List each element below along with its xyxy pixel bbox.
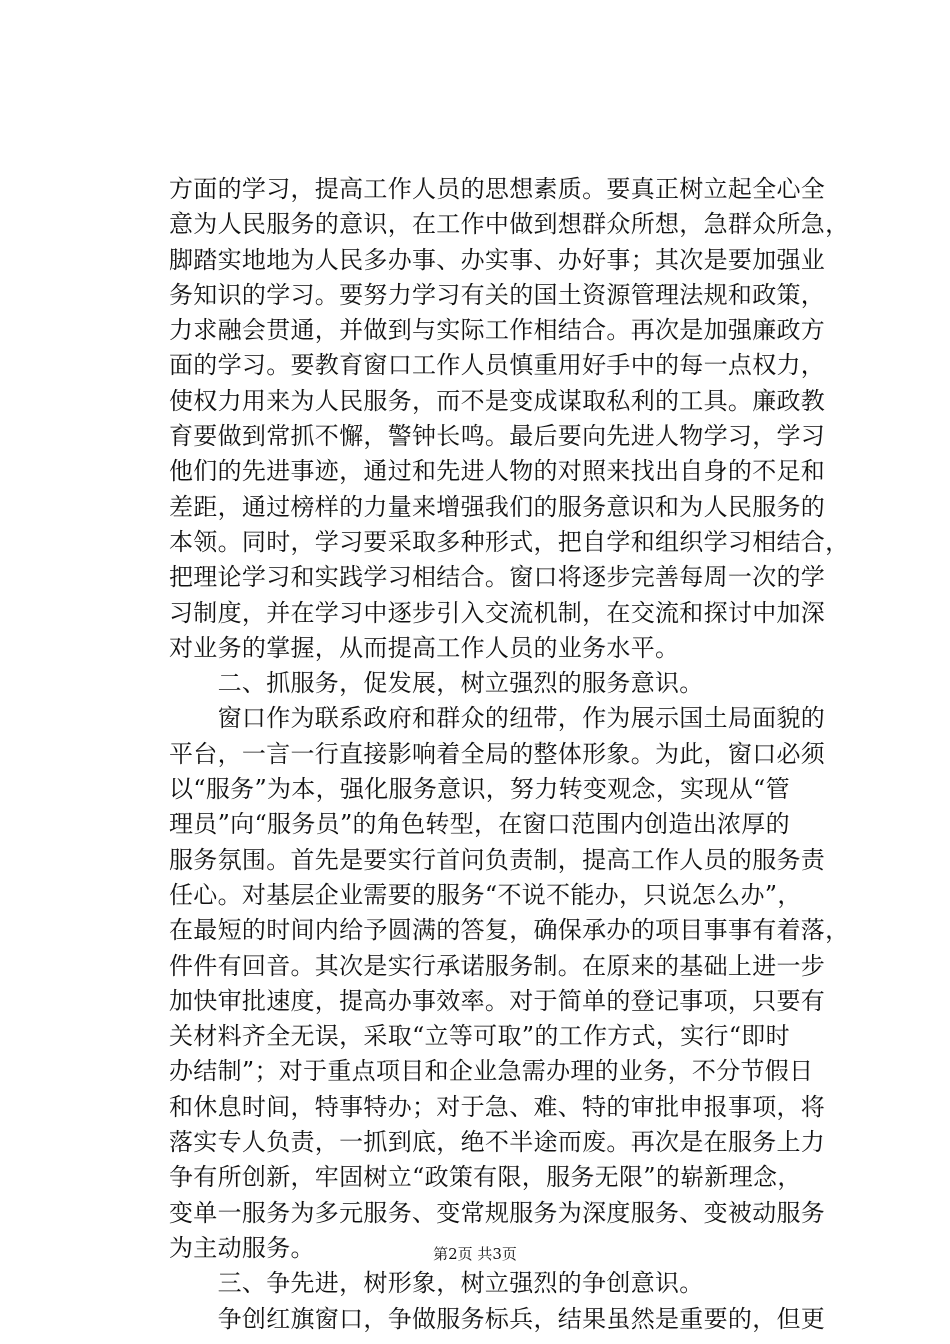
text-line: 把理论学习和实践学习相结合。窗口将逐步完善每周一次的学 [169, 563, 826, 592]
text-line: 窗口作为联系政府和群众的纽带，作为展示国土局面貌的 [169, 704, 826, 733]
text-line: 力求融会贯通，并做到与实际工作相结合。再次是加强廉政方 [169, 316, 826, 345]
text-line: 三、争先进，树形象，树立强烈的争创意识。 [169, 1269, 704, 1298]
text-line: 争创红旗窗口，争做服务标兵，结果虽然是重要的，但更 [169, 1304, 826, 1333]
text-line: 加快审批速度，提高办事效率。对于简单的登记事项，只要有 [169, 986, 826, 1015]
text-line: 本领。同时，学习要采取多种形式，把自学和组织学习相结合， [169, 527, 850, 556]
text-line: 对业务的掌握，从而提高工作人员的业务水平。 [169, 633, 680, 662]
text-line: 落实专人负责，一抓到底，绝不半途而废。再次是在服务上力 [169, 1128, 826, 1157]
text-line: 在最短的时间内给予圆满的答复，确保承办的项目事事有着落， [169, 916, 850, 945]
text-line: 和休息时间，特事特办；对于急、难、特的审批申报事项，将 [169, 1092, 826, 1121]
page-footer: 第2页 共3页 [433, 1245, 517, 1263]
text-line: 面的学习。要教育窗口工作人员慎重用好手中的每一点权力， [169, 351, 826, 380]
text-line: 脚踏实地地为人民多办事、办实事、办好事；其次是要加强业 [169, 245, 826, 274]
text-line: 为主动服务。 [169, 1233, 315, 1262]
text-line: 习制度，并在学习中逐步引入交流机制，在交流和探讨中加深 [169, 598, 826, 627]
text-line: 争有所创新，牢固树立“政策有限，服务无限”的崭新理念， [169, 1163, 802, 1192]
text-line: 以“服务”为本，强化服务意识，努力转变观念，实现从“管 [169, 775, 790, 804]
text-line: 使权力用来为人民服务，而不是变成谋取私利的工具。廉政教 [169, 386, 826, 415]
text-line: 育要做到常抓不懈，警钟长鸣。最后要向先进人物学习，学习 [169, 422, 826, 451]
text-line: 平台，一言一行直接影响着全局的整体形象。为此，窗口必须 [169, 739, 826, 768]
text-line: 任心。对基层企业需要的服务“不说不能办，只说怎么办”， [169, 880, 802, 909]
text-line: 办结制”；对于重点项目和企业急需办理的业务，不分节假日 [169, 1057, 814, 1086]
text-line: 二、抓服务，促发展，树立强烈的服务意识。 [169, 669, 704, 698]
text-line: 关材料齐全无误，采取“立等可取”的工作方式，实行“即时 [169, 1022, 790, 1051]
text-line: 他们的先进事迹，通过和先进人物的对照来找出自身的不足和 [169, 457, 826, 486]
text-line: 件件有回音。其次是实行承诺服务制。在原来的基础上进一步 [169, 951, 826, 980]
text-line: 理员”向“服务员”的角色转型，在窗口范围内创造出浓厚的 [169, 810, 790, 839]
text-line: 务知识的学习。要努力学习有关的国土资源管理法规和政策， [169, 280, 826, 309]
text-line: 方面的学习，提高工作人员的思想素质。要真正树立起全心全 [169, 175, 826, 203]
text-line: 意为人民服务的意识，在工作中做到想群众所想，急群众所急， [169, 210, 850, 239]
text-line: 变单一服务为多元服务、变常规服务为深度服务、变被动服务 [169, 1198, 826, 1227]
text-line: 服务氛围。首先是要实行首问负责制，提高工作人员的服务责 [169, 845, 826, 874]
text-line: 差距，通过榜样的力量来增强我们的服务意识和为人民服务的 [169, 492, 826, 521]
document-body [169, 172, 850, 1337]
